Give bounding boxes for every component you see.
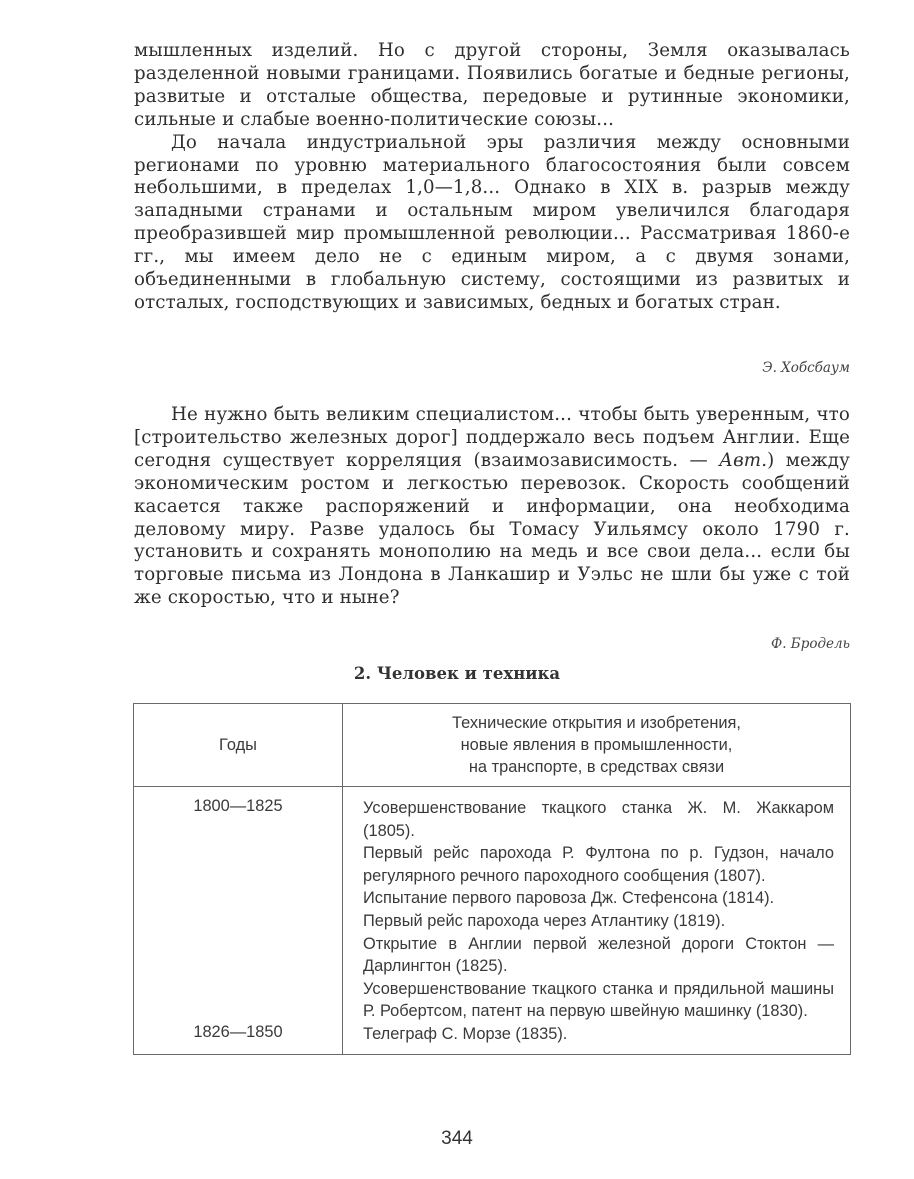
hobsbawm-quote	[134, 40, 850, 315]
events-cell	[343, 787, 851, 1055]
header-years: Годы	[134, 704, 343, 787]
years-cell	[134, 787, 343, 1055]
paragraph-railways	[134, 404, 850, 610]
author-braudel: Ф. Бродель	[771, 636, 850, 652]
page-number: 344	[441, 1128, 473, 1149]
event-item: Усовершенствование ткацкого станка и прядильной машины Р. Робертсом, патент на первую швейную машинку (1830).	[363, 979, 834, 1021]
paragraph-industrial-era: До начала индустриальной эры различия между основными регионами по уровню материального благосостояния были совсем небольшими, в пределах 1,0—1,8... Однако в XIX в. разрыв между западными странами и остальным миром увеличился благодаря преобразившей мир промышленной революции... Рассматривая 1860-е гг., мы имеем дело не с единым миром, а с двумя зонами, объединенными в глобальную систему, состоящими из развитых и отсталых, господствующих и зависимых, бедных и богатых стран.	[134, 131, 850, 313]
quote-text-after: ) между экономическим ростом и легкостью перевозок. Скорость сообщений касается также распоряжений и информации, она необходима деловому миру. Разве удалось бы Томасу Уильямсу около 1790 г. установить и сохранять монополию на медь и все свои дела... если бы торговые письма из Лондона в Ланкашир и Уэльс не шли бы уже с той же скоростью, что и ныне?	[134, 449, 851, 609]
table-header-row	[134, 704, 851, 787]
event-item: Испытание первого паровоза Дж. Стефенсона (1814).	[363, 889, 775, 908]
braudel-quote	[134, 404, 850, 610]
table-row	[134, 787, 851, 1055]
event-item: Первый рейс парохода Р. Фултона по р. Гудзон, начало регулярного речного пароходного сообщения (1807).	[363, 844, 834, 885]
paragraph-continuation: мышленных изделий. Но с другой стороны, Земля оказывалась разделенной новыми границами. Появились богатые и бедные регионы, развитые и отсталые общества, передовые и рутинные экономики, сильные и слабые военно-политические союзы...	[134, 40, 850, 130]
period-1800-1825: 1800—1825	[193, 797, 283, 815]
quote-text-before: Не нужно быть великим специалистом... чтобы быть уверенным, что [строительство железных дорог] поддержало весь подъем Англии. Еще сегодня существует корреляция (взаимозависимость. —	[134, 404, 850, 471]
author-hobsbawm: Э. Хобсбаум	[762, 360, 850, 376]
technology-table	[133, 703, 851, 1055]
header-events-line: новые явления в промышленности,	[460, 736, 733, 754]
event-item: Открытие в Англии первой железной дороги Стоктон — Дарлингтон (1825).	[363, 934, 834, 976]
header-events-line: на транспорте, в средствах связи	[468, 758, 725, 776]
header-events	[343, 704, 851, 787]
header-events-line: Технические открытия и изобретения,	[452, 714, 741, 732]
event-item: Телеграф С. Морзе (1835).	[363, 1024, 568, 1043]
section-title: 2. Человек и техника	[353, 664, 561, 683]
event-item: Первый рейс парохода через Атлантику (1819).	[363, 911, 726, 930]
event-item: Усовершенствование ткацкого станка Ж. М. Жаккаром (1805).	[363, 799, 834, 840]
author-abbreviation: Авт.	[719, 449, 768, 471]
period-1826-1850: 1826—1850	[193, 1023, 283, 1041]
